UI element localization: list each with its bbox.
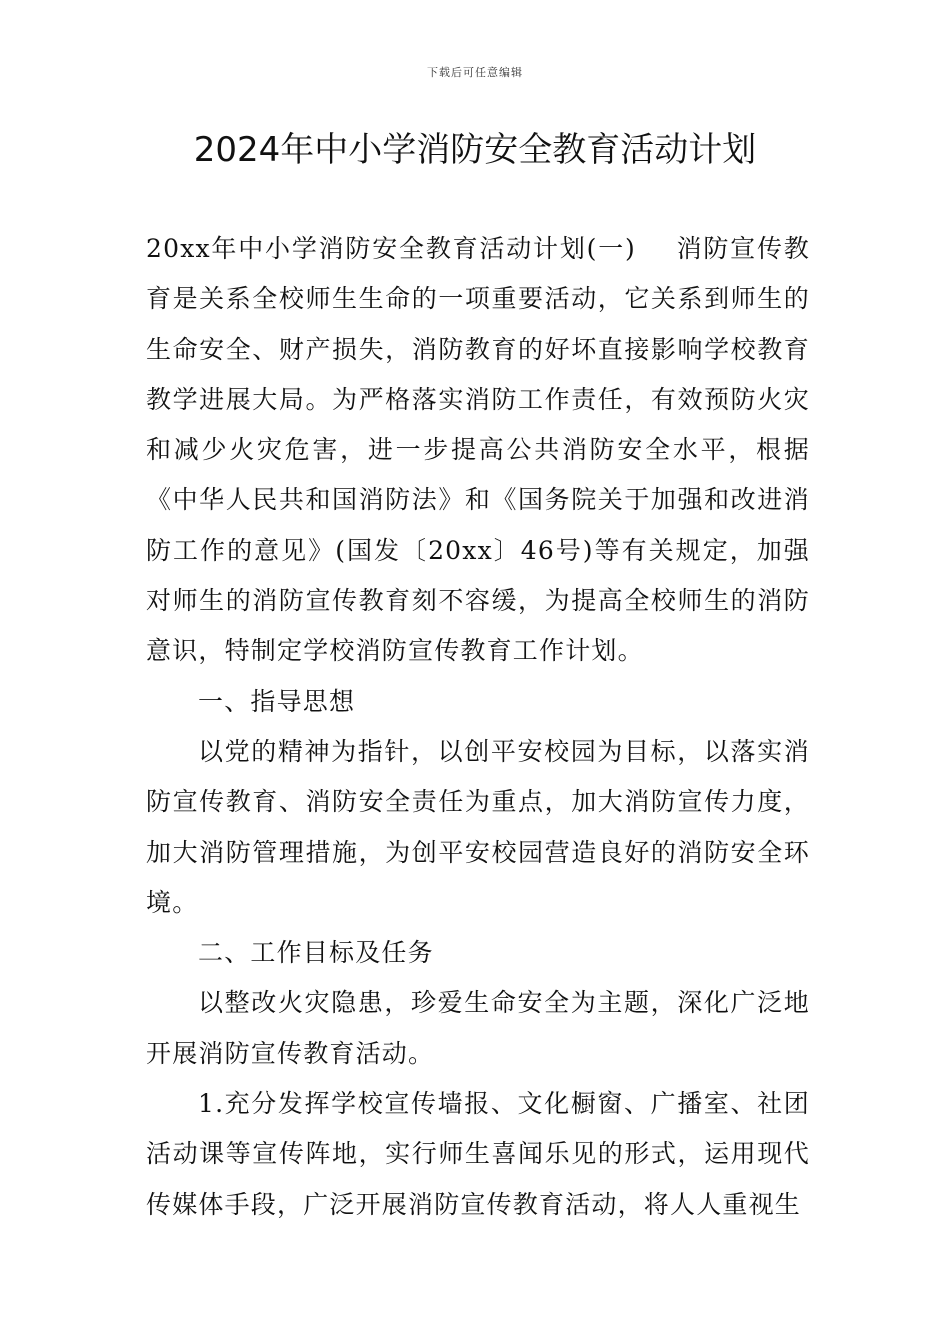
document-body [146, 224, 810, 1230]
document-title: 2024年中小学消防安全教育活动计划 [193, 130, 757, 170]
section1-heading: 一、指导思想 [198, 686, 356, 716]
intro-text: 消防宣传教育是关系全校师生生命的一项重要活动，它关系到师生的生命安全、财产损失，消防教育的好坏直接影响学校教育教学进展大局。为严格落实消防工作责任，有效预防火灾和减少火灾危害，进一步提高公共消防安全水平，根据《中华人民共和国消防法》和《国务院关于加强和改进消防工作的意见》(国发〔20xx〕46号)等有关规定，加强对师生的消防宣传教育刻不容缓，为提高全校师生的消防意识，特制定学校消防宣传教育工作计划。 [146, 234, 810, 666]
item1-paragraph: 1.充分发挥学校宣传墙报、文化橱窗、广播室、社团活动课等宣传阵地，实行师生喜闻乐见的形式，运用现代传媒体手段，广泛开展消防宣传教育活动，将人人重视生 [146, 1089, 810, 1219]
header-note: 下载后可任意编辑 [427, 66, 523, 79]
section2-heading: 二、工作目标及任务 [198, 938, 434, 968]
section1-paragraph: 以党的精神为指针，以创平安校园为目标，以落实消防宣传教育、消防安全责任为重点，加大消防宣传力度，加大消防管理措施，为创平安校园营造良好的消防安全环境。 [146, 736, 810, 917]
intro-paragraph [146, 224, 810, 677]
section2-paragraph: 以整改火灾隐患，珍爱生命安全为主题，深化广泛地开展消防宣传教育活动。 [146, 988, 810, 1068]
intro-heading: 20xx年中小学消防安全教育活动计划(一) [146, 234, 636, 263]
